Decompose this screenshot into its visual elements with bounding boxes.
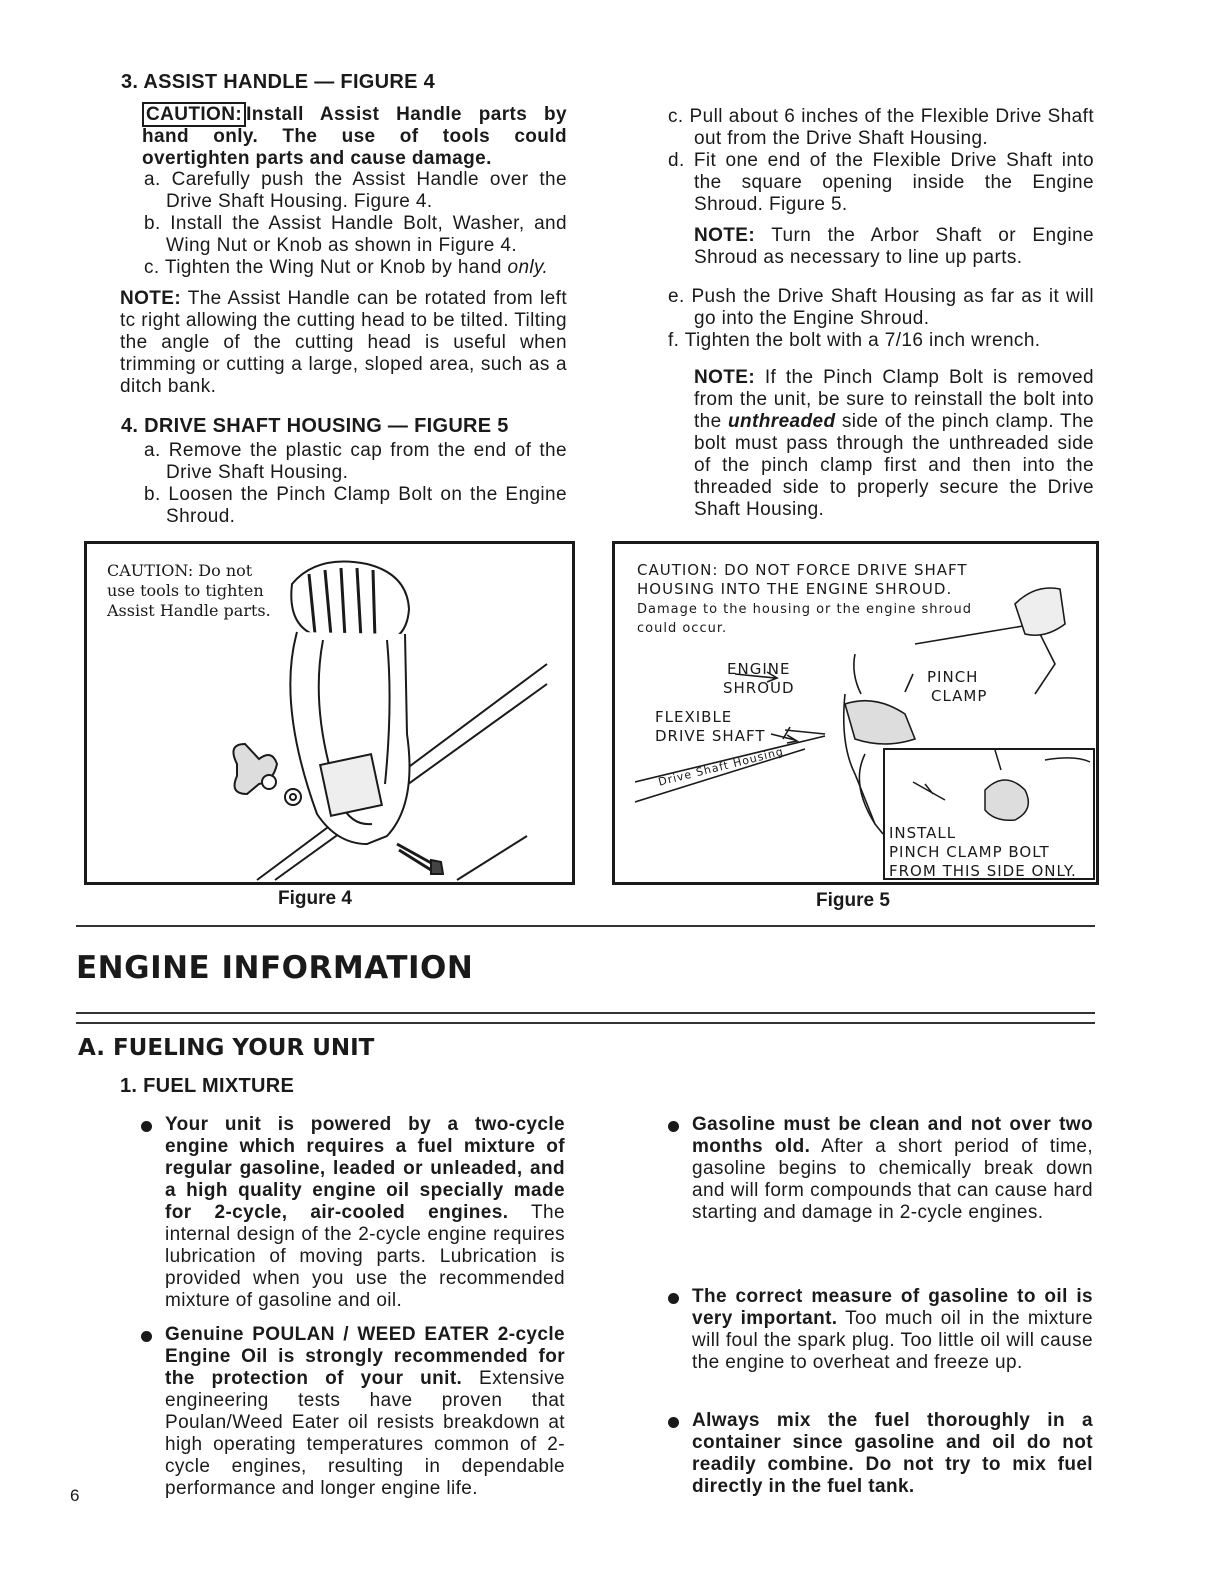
assist-handle-note — [120, 288, 567, 398]
figure-5 — [612, 541, 1099, 885]
engine-information-title: ENGINE INFORMATION — [76, 950, 474, 986]
drive-shaft-steps-right2 — [668, 286, 1094, 352]
label-engine-shroud: ENGINE SHROUD — [723, 660, 795, 697]
step-c: c. Pull about 6 inches of the Flexible Drive Shaft out from the Drive Shaft Housing. — [668, 106, 1094, 149]
section-a-heading: A. FUELING YOUR UNIT — [78, 1035, 375, 1061]
step-d: d. Fit one end of the Flexible Drive Shaft into the square opening inside the Engine Shroud. Figure 5. — [668, 150, 1094, 215]
bullet-mix-thoroughly: Always mix the fuel thoroughly in a container since gasoline and oil do not readily combine. Do not try to mix fuel directly in the fuel tank. — [692, 1410, 1093, 1497]
fuel-mixture-heading: 1. FUEL MIXTURE — [120, 1075, 295, 1097]
step-b: b. Install the Assist Handle Bolt, Washer, and Wing Nut or Knob as shown in Figure 4. — [144, 213, 567, 256]
divider — [76, 1022, 1095, 1024]
assist-handle-steps — [144, 169, 567, 279]
note-label: NOTE: — [120, 288, 182, 309]
figure-4 — [84, 541, 575, 885]
figure5-inset — [883, 748, 1095, 880]
drive-shaft-steps-left — [144, 440, 567, 528]
step-c: c. Tighten the Wing Nut or Knob by hand only. — [144, 257, 549, 278]
bullet-correct-measure: The correct measure of gasoline to oil is very important. Too much oil in the mixture will foul the spark plug. Too little oil will cause the engine to overheat and freeze up. — [692, 1286, 1094, 1373]
drive-shaft-note2: NOTE: If the Pinch Clamp Bolt is removed from the unit, be sure to reinstall the bolt into the unthreaded side of the pinch clamp. The bolt must pass through the unthreaded side of the pinch clamp first and then into the threaded side to properly secure the Drive Shaft Housing. — [694, 367, 1094, 520]
figure5-caution: CAUTION: DO NOT FORCE DRIVE SHAFT HOUSING INTO THE ENGINE SHROUD. — [637, 561, 968, 598]
figure5-caption: Figure 5 — [816, 890, 890, 911]
bullet-icon — [668, 1293, 679, 1304]
step-b: b. Loosen the Pinch Clamp Bolt on the Engine Shroud. — [144, 484, 567, 527]
caution-label: CAUTION: — [142, 102, 246, 127]
figure5-damage-note: Damage to the housing or the engine shroud could occur. — [637, 602, 972, 636]
assist-handle-caution — [142, 104, 567, 170]
step-e: e. Push the Drive Shaft Housing as far as it will go into the Engine Shroud. — [668, 286, 1094, 329]
assist-handle-illustration — [87, 544, 572, 882]
page-number: 6 — [70, 1486, 80, 1505]
bullet-two-cycle: Your unit is powered by a two-cycle engine which requires a fuel mixture of regular gasoline, leaded or unleaded, and a high quality engine oil specially made for 2-cycle, air-cooled engines. The internal design of the 2-cycle engine requires lubrication of moving parts. Lubrication is provided when you use the recommended mixture of gasoline and oil. — [165, 1114, 565, 1311]
bullet-icon — [141, 1121, 152, 1132]
label-flexible-drive-shaft: FLEXIBLE DRIVE SHAFT — [655, 708, 766, 745]
step-a: a. Remove the plastic cap from the end of the Drive Shaft Housing. — [144, 440, 567, 483]
figure4-caption: Figure 4 — [278, 888, 352, 909]
bullet-icon — [668, 1417, 679, 1428]
step-a: a. Carefully push the Assist Handle over the Drive Shaft Housing. Figure 4. — [144, 169, 567, 212]
caution-text: Install Assist Handle parts by hand only. The use of tools could overtighten parts and cause damage. — [142, 104, 567, 169]
divider — [76, 1012, 1095, 1014]
label-pinch-clamp: PINCH CLAMP — [927, 668, 988, 705]
note-text: The Assist Handle can be rotated from left tc right allowing the cutting head to be tilted. Tilting the angle of the cutting head is useful when trimming or cutting a large, sloped area, such as a ditch bank. — [120, 288, 568, 397]
drive-shaft-heading: 4. DRIVE SHAFT HOUSING — FIGURE 5 — [121, 415, 509, 437]
bullet-genuine-oil: Genuine POULAN / WEED EATER 2-cycle Engine Oil is strongly recommended for the protection of your unit. Extensive engineering tests have proven that Poulan/Weed Eater oil resists breakdown at high operating temperatures common of 2-cycle engines, resulting in dependable performance and longer engine life. — [165, 1324, 565, 1499]
bullet-clean-gasoline: Gasoline must be clean and not over two months old. After a short period of time, gasoline begins to chemically break down and will form compounds that can cause hard starting and damage in 2-cycle engines. — [692, 1114, 1093, 1223]
step-f: f. Tighten the bolt with a 7/16 inch wrench. — [668, 330, 1041, 351]
drive-shaft-note1: NOTE: Turn the Arbor Shaft or Engine Shroud as necessary to line up parts. — [694, 225, 1094, 268]
divider — [76, 925, 1095, 927]
bullet-icon — [141, 1331, 152, 1342]
bullet-icon — [668, 1121, 679, 1132]
figure4-callout: CAUTION: Do not use tools to tighten Assist Handle parts. — [107, 561, 271, 620]
label-drive-shaft-housing: Drive Shaft Housing — [657, 744, 786, 789]
assist-handle-heading: 3. ASSIST HANDLE — FIGURE 4 — [121, 71, 436, 93]
drive-shaft-steps-right — [668, 106, 1094, 216]
inset-install-note: INSTALL PINCH CLAMP BOLT FROM THIS SIDE ONLY. — [889, 824, 1077, 880]
